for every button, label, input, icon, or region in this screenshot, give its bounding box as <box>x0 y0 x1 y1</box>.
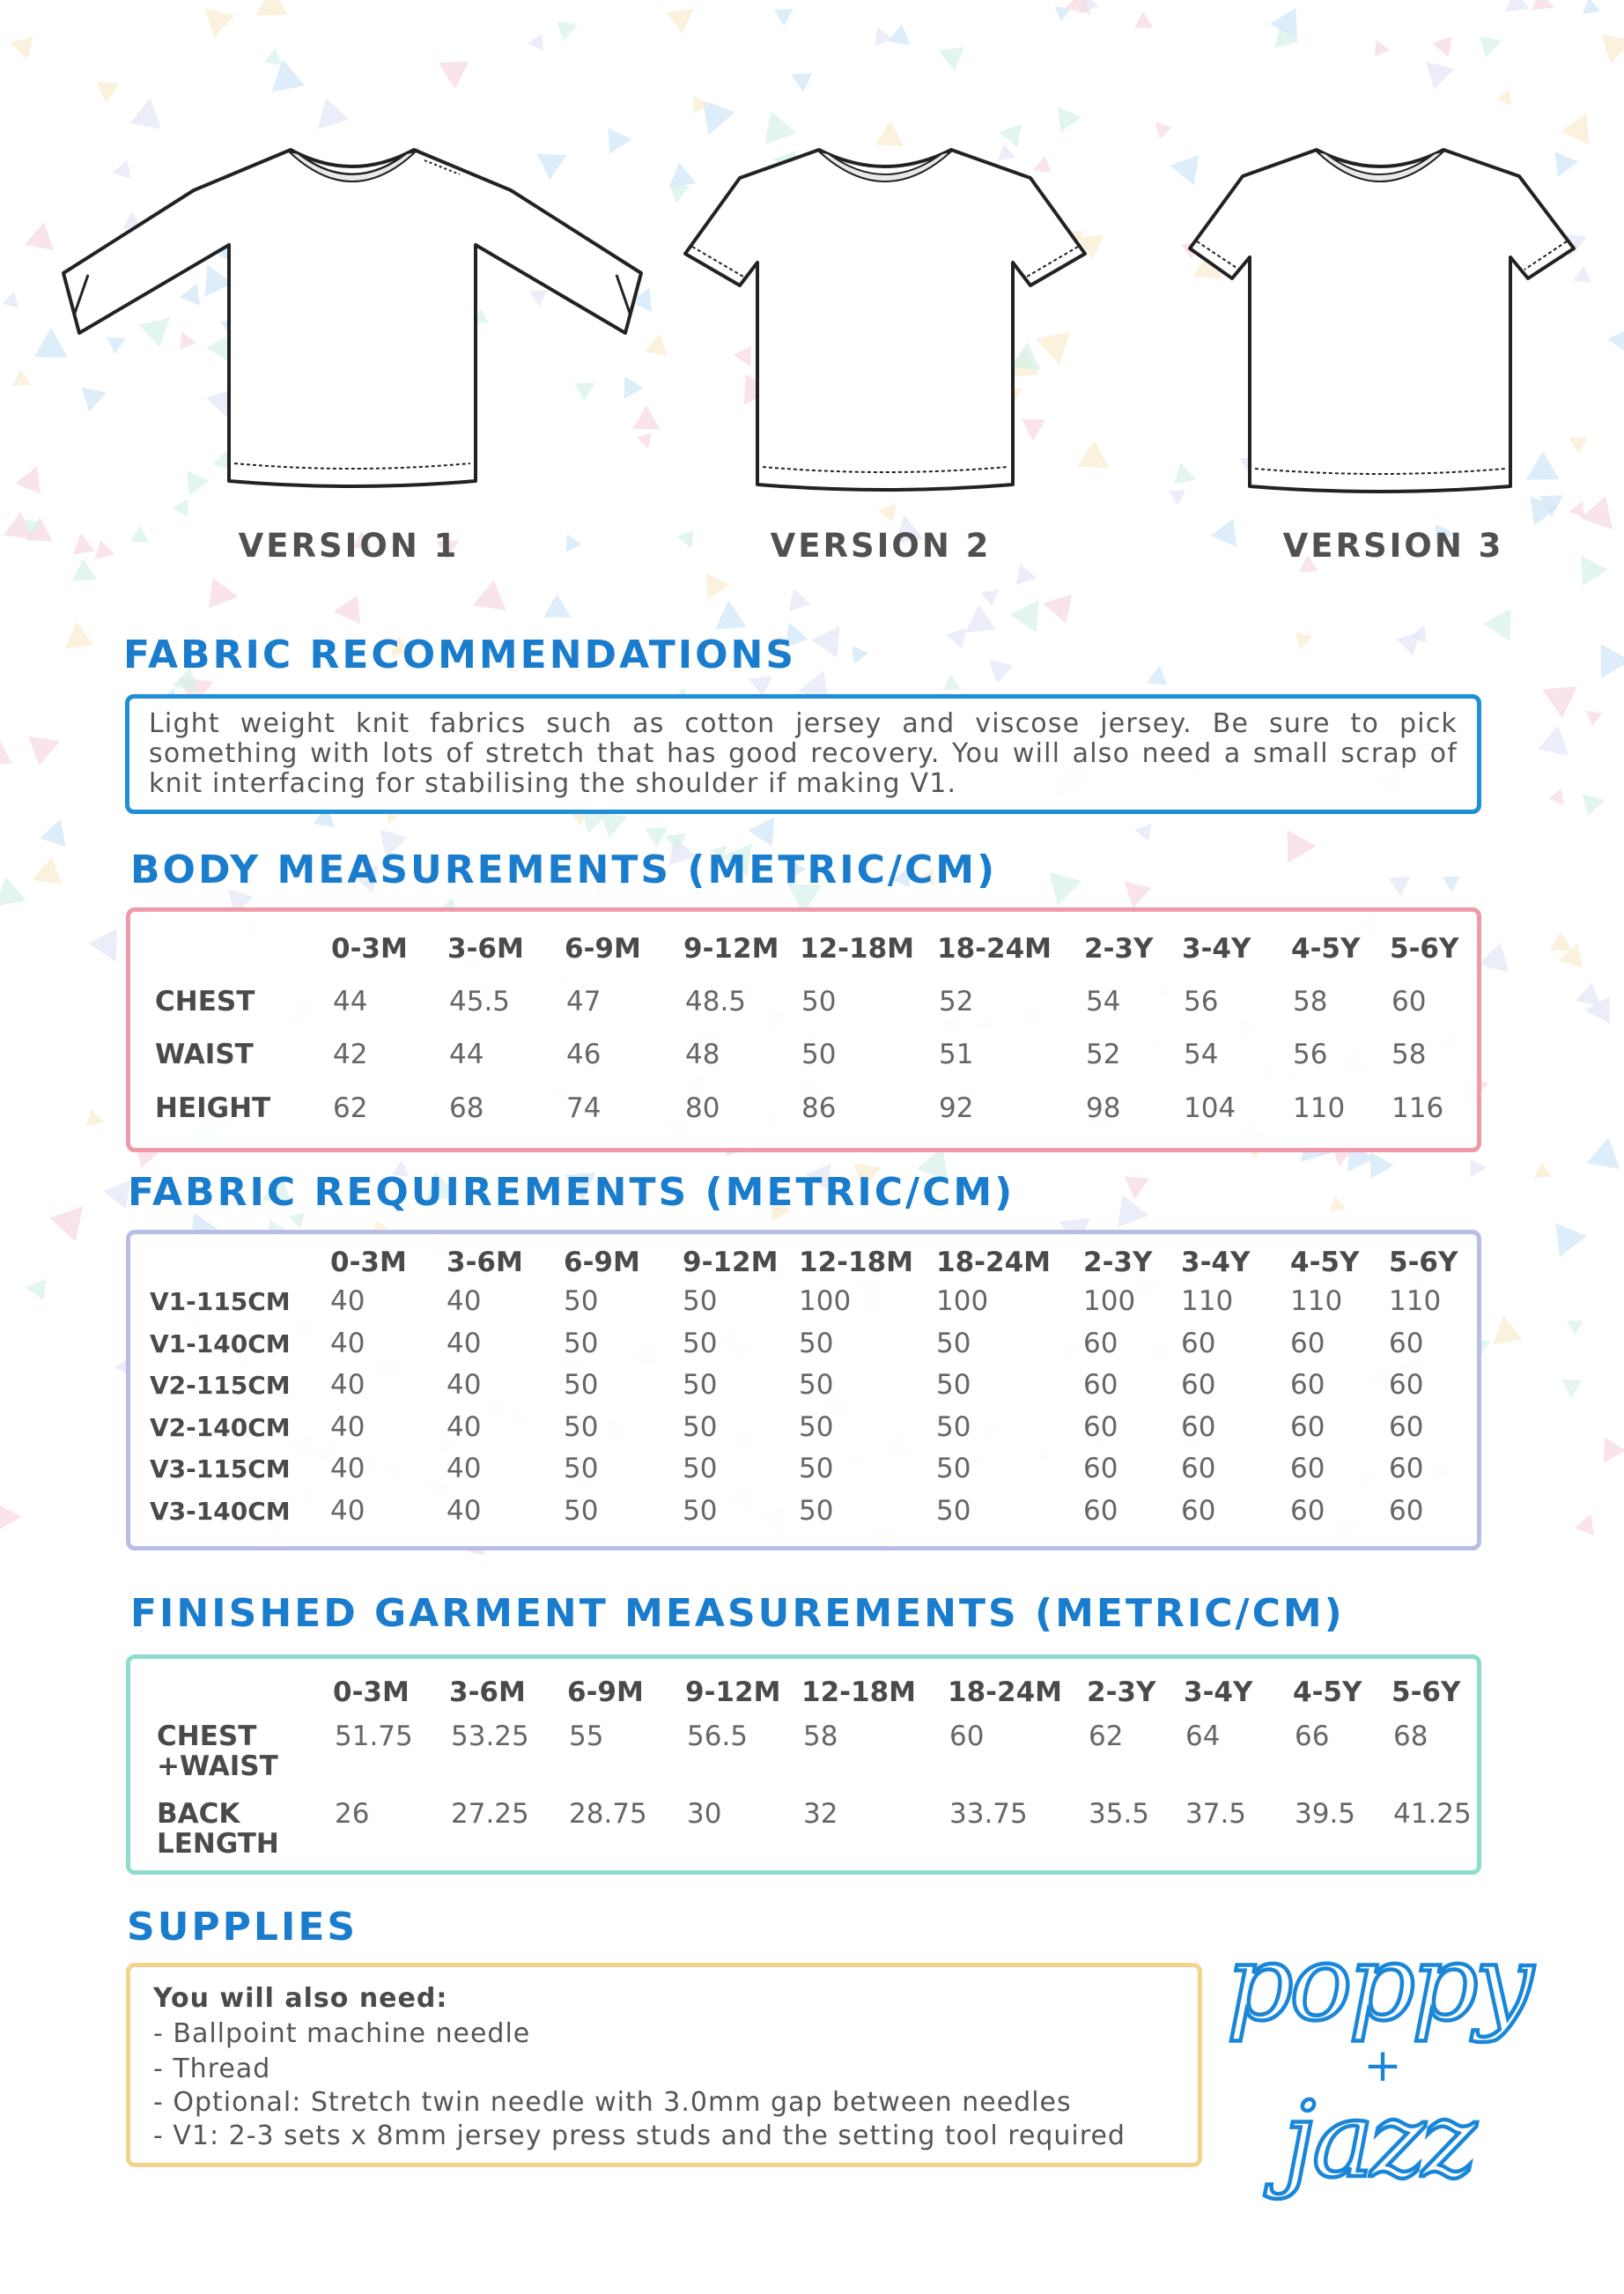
version-1-label: VERSION 1 <box>238 527 460 565</box>
table-cell: 44 <box>449 1039 484 1070</box>
confetti-triangle <box>7 32 33 60</box>
confetti-triangle <box>1583 789 1608 817</box>
size-header: 3-4Y <box>1181 1247 1251 1278</box>
table-cell: 60 <box>1290 1453 1325 1484</box>
table-cell: 50 <box>683 1369 718 1401</box>
shirt-version-3-illustration <box>1185 141 1581 511</box>
confetti-triangle <box>791 73 814 93</box>
confetti-triangle <box>0 742 13 764</box>
fabric-recommendations-text: Light weight knit fabrics such as cotton jersey and viscose jersey. Be sure to pick something with lots of stretch that has good recovery. You will also need a small scrap of knit interfacing for stabilising the shoulder if making V1. <box>149 708 1458 799</box>
confetti-triangle <box>769 1 793 26</box>
confetti-triangle <box>755 106 796 144</box>
logo-plus: + <box>1363 2039 1402 2092</box>
confetti-triangle <box>0 877 26 918</box>
row-label: CHEST <box>155 986 255 1018</box>
confetti-triangle <box>1288 830 1318 863</box>
size-header: 0-3M <box>333 1676 410 1708</box>
confetti-triangle <box>70 558 97 581</box>
table-cell: 60 <box>949 1720 985 1752</box>
table-cell: 60 <box>1290 1327 1325 1359</box>
confetti-triangle <box>12 369 35 393</box>
confetti-triangle <box>79 1109 103 1134</box>
confetti-triangle <box>1592 1437 1624 1469</box>
confetti-triangle <box>129 95 166 129</box>
confetti-triangle <box>639 818 668 847</box>
table-cell: 54 <box>1184 1039 1219 1070</box>
confetti-triangle <box>1123 1177 1149 1201</box>
table-cell: 48 <box>685 1039 720 1070</box>
table-cell: 110 <box>1290 1285 1343 1317</box>
confetti-triangle <box>49 1195 96 1240</box>
table-cell: 60 <box>1389 1369 1424 1401</box>
confetti-triangle <box>125 526 149 551</box>
size-header: 4-5Y <box>1290 1247 1360 1278</box>
table-cell: 39.5 <box>1295 1798 1356 1830</box>
confetti-triangle <box>56 622 94 661</box>
table-cell: 110 <box>1389 1285 1442 1317</box>
row-label: V1-140CM <box>150 1328 291 1358</box>
table-cell: 44 <box>333 986 368 1018</box>
confetti-triangle <box>1580 496 1624 541</box>
row-label: V2-115CM <box>150 1371 291 1400</box>
table-cell: 100 <box>936 1285 989 1317</box>
table-cell: 50 <box>799 1453 834 1484</box>
table-cell: 40 <box>447 1285 482 1317</box>
confetti-triangle <box>1538 726 1579 767</box>
table-cell: 60 <box>1389 1410 1424 1443</box>
confetti-triangle <box>1483 1316 1523 1357</box>
confetti-triangle <box>661 0 693 33</box>
table-cell: 40 <box>447 1453 482 1484</box>
supplies-item: - Ballpoint machine needle <box>153 2018 531 2049</box>
confetti-triangle <box>209 578 240 612</box>
table-cell: 50 <box>936 1453 971 1484</box>
table-cell: 28.75 <box>569 1798 647 1830</box>
confetti-triangle <box>981 583 1004 607</box>
size-header: 3-6M <box>447 1247 523 1278</box>
table-cell: 48.5 <box>685 986 747 1018</box>
size-header: 0-3M <box>330 1247 407 1278</box>
confetti-triangle <box>1393 628 1419 655</box>
table-cell: 86 <box>801 1092 837 1124</box>
confetti-triangle <box>1607 329 1624 358</box>
table-cell: 50 <box>801 1039 837 1070</box>
version-2-label: VERSION 2 <box>770 527 992 565</box>
table-cell: 53.25 <box>451 1720 529 1752</box>
confetti-triangle <box>1532 0 1558 18</box>
size-header: 2-3Y <box>1084 933 1154 965</box>
size-header: 6-9M <box>567 1676 644 1708</box>
confetti-triangle <box>289 1213 308 1232</box>
confetti-triangle <box>749 809 786 846</box>
table-cell: 104 <box>1184 1092 1236 1124</box>
table-cell: 62 <box>333 1092 368 1124</box>
table-cell: 50 <box>564 1285 599 1317</box>
row-label: CHEST <box>157 1720 257 1752</box>
table-cell: 40 <box>330 1369 365 1401</box>
confetti-triangle <box>809 625 839 658</box>
confetti-triangle <box>1586 644 1624 687</box>
body-measurements-title: BODY MEASUREMENTS (METRIC/CM) <box>130 847 998 892</box>
size-header: 12-18M <box>800 933 914 965</box>
confetti-triangle <box>3 290 22 307</box>
size-header: 3-4Y <box>1182 933 1251 965</box>
size-header: 5-6Y <box>1390 933 1459 965</box>
size-header: 12-18M <box>799 1247 913 1278</box>
confetti-triangle <box>1483 609 1524 648</box>
table-cell: 56 <box>1184 986 1219 1018</box>
table-cell: 56 <box>1293 1039 1328 1070</box>
table-cell: 100 <box>799 1285 852 1317</box>
confetti-triangle <box>27 857 62 893</box>
table-cell: 50 <box>683 1494 718 1527</box>
confetti-triangle <box>845 640 868 664</box>
table-cell: 64 <box>1185 1720 1221 1752</box>
confetti-triangle <box>264 48 284 65</box>
supplies-item: - Optional: Stretch twin needle with 3.0mm gap between needles <box>153 2087 1072 2118</box>
confetti-triangle <box>1149 116 1172 139</box>
size-header: 3-6M <box>447 933 524 965</box>
confetti-triangle <box>1115 871 1151 907</box>
confetti-triangle <box>1134 11 1157 35</box>
poppy-jazz-logo <box>1224 1920 1541 2211</box>
confetti-triangle <box>934 39 964 71</box>
confetti-triangle <box>559 530 581 551</box>
table-cell: 60 <box>1389 1494 1424 1527</box>
size-header: 9-12M <box>683 1247 779 1278</box>
confetti-triangle <box>95 82 120 104</box>
table-cell: 50 <box>801 986 837 1018</box>
table-cell: 55 <box>569 1720 604 1752</box>
table-cell: 50 <box>799 1327 834 1359</box>
table-cell: 52 <box>939 986 974 1018</box>
confetti-triangle <box>439 62 470 90</box>
body-measurements-table <box>126 907 1481 1152</box>
confetti-triangle <box>1118 1195 1151 1232</box>
confetti-triangle <box>1581 1137 1620 1179</box>
confetti-triangle <box>1569 548 1607 586</box>
table-cell: 92 <box>939 1092 974 1124</box>
confetti-triangle <box>1542 672 1587 718</box>
confetti-triangle <box>1505 0 1533 19</box>
confetti-triangle <box>1133 821 1151 841</box>
confetti-triangle <box>1555 1219 1590 1256</box>
table-cell: 50 <box>564 1369 599 1401</box>
table-cell: 32 <box>803 1798 838 1830</box>
table-cell: 58 <box>1391 1039 1427 1070</box>
size-header: 3-4Y <box>1184 1676 1253 1708</box>
confetti-triangle <box>1595 33 1624 67</box>
confetti-triangle <box>88 929 130 969</box>
table-cell: 68 <box>449 1092 484 1124</box>
confetti-triangle <box>1427 56 1458 90</box>
size-header: 12-18M <box>801 1676 916 1708</box>
confetti-triangle <box>1169 491 1185 506</box>
confetti-triangle <box>1575 1511 1601 1536</box>
confetti-triangle <box>1548 788 1570 810</box>
confetti-triangle <box>1581 705 1602 727</box>
supplies-item: - V1: 2-3 sets x 8mm jersey press studs and the setting tool required <box>153 2120 1126 2151</box>
confetti-triangle <box>467 580 506 621</box>
confetti-triangle <box>712 599 746 630</box>
table-cell: 40 <box>330 1410 365 1443</box>
confetti-triangle <box>40 815 73 847</box>
table-cell: 35.5 <box>1089 1798 1150 1830</box>
size-header: 9-12M <box>683 933 779 965</box>
confetti-triangle <box>1534 1162 1556 1185</box>
confetti-triangle <box>70 531 94 554</box>
shirt-version-1-illustration <box>53 141 652 511</box>
finished-measurements-title: FINISHED GARMENT MEASUREMENTS (METRIC/CM) <box>130 1591 1345 1636</box>
table-cell: 50 <box>936 1369 971 1401</box>
row-label: V1-115CM <box>150 1287 291 1316</box>
confetti-triangle <box>1561 106 1601 144</box>
confetti-triangle <box>1480 30 1505 57</box>
table-cell: 40 <box>330 1494 365 1527</box>
confetti-triangle <box>1369 37 1390 57</box>
table-cell: 47 <box>566 986 602 1018</box>
table-cell: 60 <box>1083 1494 1118 1527</box>
size-header: 2-3Y <box>1087 1676 1156 1708</box>
table-cell: 50 <box>564 1494 599 1527</box>
table-cell: 60 <box>1181 1410 1216 1443</box>
table-cell: 60 <box>1391 986 1427 1018</box>
table-cell: 50 <box>799 1369 834 1401</box>
fabric-requirements-table <box>126 1230 1481 1550</box>
confetti-triangle <box>1495 89 1512 107</box>
confetti-triangle <box>1330 1196 1349 1217</box>
table-cell: 60 <box>1083 1327 1118 1359</box>
confetti-triangle <box>943 625 966 649</box>
row-label: V3-115CM <box>150 1454 291 1484</box>
table-cell: 40 <box>447 1410 482 1443</box>
table-cell: 40 <box>447 1369 482 1401</box>
table-cell: 50 <box>799 1494 834 1527</box>
table-cell: 74 <box>566 1092 602 1124</box>
table-cell: 40 <box>330 1327 365 1359</box>
confetti-triangle <box>1147 664 1170 685</box>
table-cell: 40 <box>330 1285 365 1317</box>
supplies-item: - Thread <box>153 2054 271 2084</box>
confetti-triangle <box>15 461 50 494</box>
table-cell: 50 <box>564 1410 599 1443</box>
table-cell: 40 <box>447 1327 482 1359</box>
confetti-triangle <box>306 98 349 140</box>
confetti-triangle <box>1010 591 1052 633</box>
fabric-requirements-title: FABRIC REQUIREMENTS (METRIC/CM) <box>128 1170 1015 1215</box>
table-cell: 41.25 <box>1393 1798 1472 1830</box>
confetti-triangle <box>0 1503 22 1531</box>
confetti-triangle <box>255 0 288 16</box>
table-cell: 100 <box>1083 1285 1136 1317</box>
confetti-triangle <box>25 1276 47 1300</box>
table-cell: 42 <box>333 1039 368 1070</box>
table-cell: 60 <box>1083 1369 1118 1401</box>
table-cell: 46 <box>566 1039 602 1070</box>
table-cell: 33.75 <box>949 1798 1028 1830</box>
confetti-triangle <box>677 530 700 551</box>
table-cell: 51.75 <box>335 1720 413 1752</box>
table-cell: 60 <box>1083 1453 1118 1484</box>
table-cell: 50 <box>564 1327 599 1359</box>
confetti-triangle <box>942 674 961 691</box>
table-cell: 50 <box>936 1410 971 1443</box>
size-header: 5-6Y <box>1389 1247 1458 1278</box>
fabric-recommendations-title: FABRIC RECOMMENDATIONS <box>123 633 797 677</box>
confetti-triangle <box>1296 628 1315 649</box>
row-label: BACK <box>157 1798 240 1830</box>
table-cell: 60 <box>1389 1327 1424 1359</box>
table-cell: 62 <box>1089 1720 1124 1752</box>
confetti-triangle <box>888 24 917 53</box>
table-cell: 60 <box>1181 1327 1216 1359</box>
table-cell: 30 <box>687 1798 722 1830</box>
table-cell: 50 <box>683 1410 718 1443</box>
size-header: 4-5Y <box>1293 1676 1362 1708</box>
table-cell: 58 <box>803 1720 838 1752</box>
table-cell: 50 <box>799 1410 834 1443</box>
confetti-triangle <box>1561 1371 1587 1397</box>
supplies-title: SUPPLIES <box>127 1905 358 1950</box>
table-cell: 60 <box>1181 1494 1216 1527</box>
table-cell: 51 <box>939 1039 974 1070</box>
table-cell: 60 <box>1083 1410 1118 1443</box>
size-header: 6-9M <box>565 933 641 965</box>
table-cell: 58 <box>1293 986 1328 1018</box>
table-cell: 60 <box>1181 1453 1216 1484</box>
confetti-triangle <box>95 540 118 565</box>
row-label: V3-140CM <box>150 1496 291 1526</box>
confetti-triangle <box>1443 869 1465 892</box>
row-label: V2-140CM <box>150 1412 291 1442</box>
size-header: 18-24M <box>936 1247 1051 1278</box>
table-cell: 60 <box>1389 1453 1424 1484</box>
size-header: 18-24M <box>948 1676 1062 1708</box>
confetti-triangle <box>1041 872 1081 910</box>
table-cell: 60 <box>1290 1494 1325 1527</box>
confetti-triangle <box>543 594 577 629</box>
table-cell: 60 <box>1181 1369 1216 1401</box>
table-cell: 98 <box>1086 1092 1121 1124</box>
confetti-triangle <box>1389 868 1416 896</box>
row-label: LENGTH <box>157 1828 279 1860</box>
confetti-triangle <box>1040 588 1073 624</box>
table-cell: 50 <box>683 1327 718 1359</box>
confetti-triangle <box>332 595 360 625</box>
table-cell: 50 <box>683 1285 718 1317</box>
confetti-triangle <box>527 33 543 51</box>
size-header: 2-3Y <box>1083 1247 1153 1278</box>
table-cell: 40 <box>447 1494 482 1527</box>
logo-line-1: poppy <box>1226 1922 1531 2044</box>
table-cell: 40 <box>330 1453 365 1484</box>
table-cell: 45.5 <box>449 986 511 1018</box>
confetti-triangle <box>867 27 892 52</box>
size-header: 9-12M <box>685 1676 781 1708</box>
confetti-triangle <box>1470 1158 1487 1178</box>
version-3-label: VERSION 3 <box>1282 527 1504 565</box>
confetti-triangle <box>1058 105 1082 132</box>
table-cell: 37.5 <box>1185 1798 1247 1830</box>
fabric-requirements-grid <box>130 1234 1477 1546</box>
table-cell: 116 <box>1391 1092 1444 1124</box>
size-header: 3-6M <box>449 1676 526 1708</box>
confetti-triangle <box>195 0 234 38</box>
confetti-triangle <box>1562 1314 1583 1335</box>
table-cell: 27.25 <box>451 1798 529 1830</box>
confetti-triangle <box>1576 0 1600 21</box>
table-cell: 68 <box>1393 1720 1428 1752</box>
logo-line-2: jazz <box>1283 2079 1473 2201</box>
size-header: 4-5Y <box>1291 933 1361 965</box>
finished-measurements-table <box>126 1654 1481 1875</box>
supplies-heading: You will also need: <box>153 1983 448 2014</box>
confetti-triangle <box>28 727 65 766</box>
table-cell: 50 <box>683 1453 718 1484</box>
table-cell: 60 <box>1290 1410 1325 1443</box>
body-measurements-grid <box>130 912 1477 1148</box>
shirt-version-2-illustration <box>678 141 1092 511</box>
table-cell: 50 <box>936 1327 971 1359</box>
confetti-triangle <box>981 651 1014 684</box>
table-cell: 110 <box>1181 1285 1234 1317</box>
table-cell: 110 <box>1293 1092 1346 1124</box>
confetti-triangle <box>1432 36 1458 61</box>
finished-measurements-grid <box>130 1659 1477 1870</box>
fabric-recommendations-box <box>125 694 1481 814</box>
confetti-triangle <box>550 13 577 41</box>
table-cell: 80 <box>685 1092 720 1124</box>
table-cell: 66 <box>1295 1720 1330 1752</box>
table-cell: 60 <box>1290 1369 1325 1401</box>
row-label: WAIST <box>155 1039 254 1070</box>
table-cell: 56.5 <box>687 1720 749 1752</box>
table-cell: 50 <box>936 1494 971 1527</box>
confetti-triangle <box>19 222 54 258</box>
table-cell: 52 <box>1086 1039 1121 1070</box>
confetti-triangle <box>695 566 729 599</box>
table-cell: 50 <box>564 1453 599 1484</box>
size-header: 5-6Y <box>1391 1676 1461 1708</box>
table-cell: 54 <box>1086 986 1121 1018</box>
size-header: 0-3M <box>331 933 408 965</box>
size-header: 18-24M <box>937 933 1052 965</box>
supplies-box <box>126 1963 1202 2167</box>
row-label: HEIGHT <box>155 1092 271 1124</box>
confetti-triangle <box>780 589 811 619</box>
size-header: 6-9M <box>564 1247 640 1278</box>
row-label: +WAIST <box>157 1750 278 1782</box>
table-cell: 26 <box>335 1798 370 1830</box>
